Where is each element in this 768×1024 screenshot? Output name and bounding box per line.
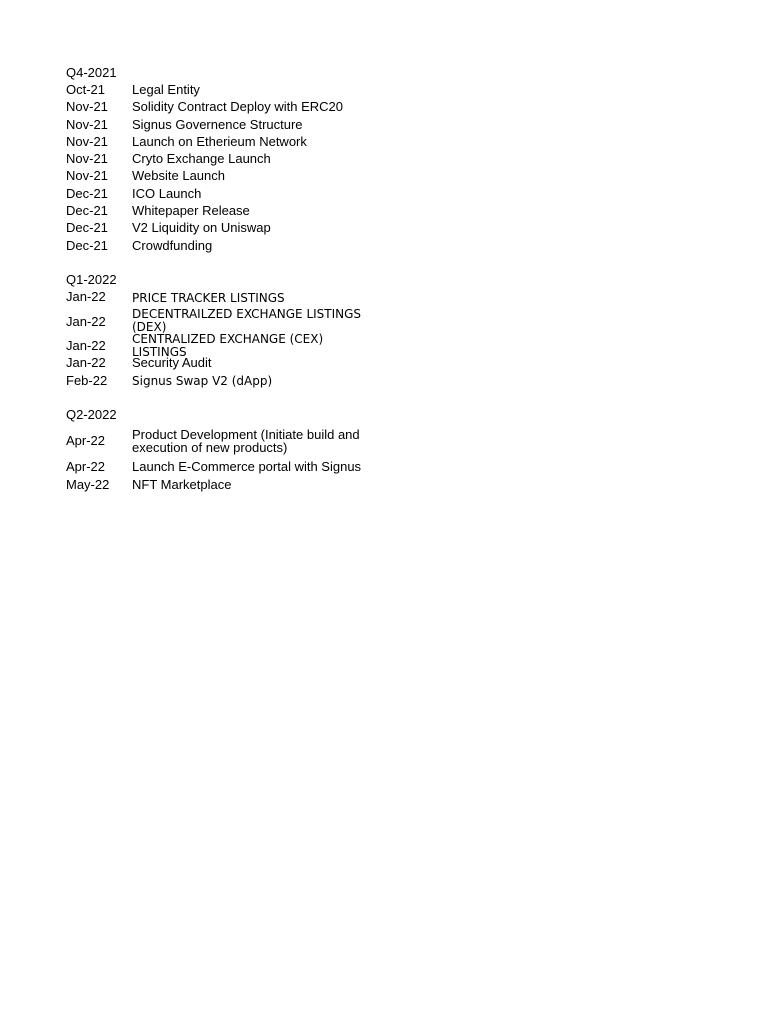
row-task: Launch E-Commerce portal with Signus [132,459,362,474]
row-task: Signus Governence Structure [132,117,303,132]
row-task: PRICE TRACKER LISTINGS [132,291,285,305]
row-date: May-22 [66,477,110,492]
row-task: Product Development (Initiate build and execution of new products) [132,427,360,455]
row-date: Dec-21 [66,238,108,253]
row-date: Jan-22 [66,289,106,304]
row-task: Launch on Etherieum Network [132,134,307,149]
row-task: ICO Launch [132,186,202,201]
row-date: Nov-21 [66,117,108,132]
row-date: Apr-22 [66,459,106,474]
section-heading-q4-2021: Q4-2021 [66,65,117,80]
row-date: Apr-22 [66,433,106,448]
row-task: Security Audit [132,355,212,370]
row-date: Jan-22 [66,355,106,370]
row-task: Legal Entity [132,82,200,97]
row-date: Nov-21 [66,99,108,114]
section-heading-q2-2022: Q2-2022 [66,407,117,422]
row-date: Jan-22 [66,314,106,329]
row-date: Oct-21 [66,82,106,97]
row-task: NFT Marketplace [132,477,232,492]
row-date: Dec-21 [66,186,108,201]
row-date: Dec-21 [66,220,108,235]
row-task: DECENTRAILZED EXCHANGE LISTINGS (DEX) [132,307,362,334]
row-task: Whitepaper Release [132,203,250,218]
row-date: Nov-21 [66,134,108,149]
row-task: V2 Liquidity on Uniswap [132,220,271,235]
row-task: Website Launch [132,168,225,183]
row-task: CENTRALIZED EXCHANGE (CEX) LISTINGS [132,332,324,359]
section-heading-q1-2022: Q1-2022 [66,272,117,287]
row-date: Dec-21 [66,203,108,218]
row-task: Crowdfunding [132,238,213,253]
row-date: Feb-22 [66,373,108,388]
row-date: Nov-21 [66,168,108,183]
row-date: Nov-21 [66,151,108,166]
row-date: Jan-22 [66,338,106,353]
row-task: Signus Swap V2 (dApp) [132,374,273,388]
row-task: Solidity Contract Deploy with ERC20 [132,99,343,114]
row-task: Cryto Exchange Launch [132,151,271,166]
